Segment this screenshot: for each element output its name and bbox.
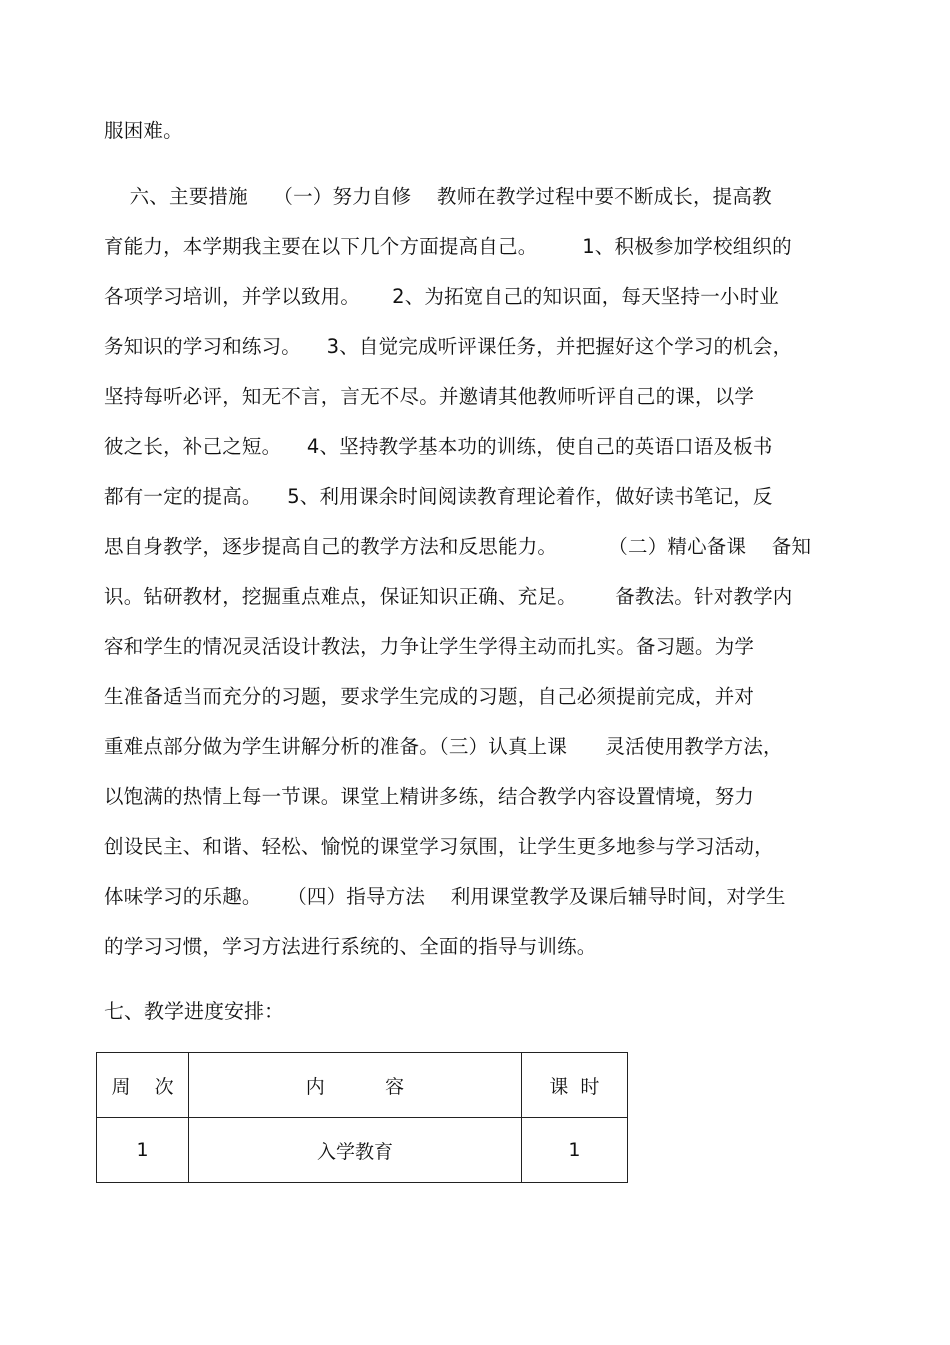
paragraph-line: 生准备适当而充分的习题，要求学生完成的习题，自己必须提前完成，并对 — [104, 685, 755, 708]
paragraph-line: 容和学生的情况灵活设计教法，力争让学生学得主动而扎实。备习题。为学 — [104, 635, 755, 658]
paragraph-line: 都有一定的提高。 5、利用课余时间阅读教育理论着作，做好读书笔记，反 — [104, 485, 773, 508]
paragraph-line: 的学习习惯，学习方法进行系统的、全面的指导与训练。 — [104, 935, 597, 958]
paragraph-line: 坚持每听必评，知无不言，言无不尽。并邀请其他教师听评自己的课，以学 — [104, 385, 755, 408]
paragraph-line: 务知识的学习和练习。 3、自觉完成听评课任务，并把握好这个学习的机会， — [104, 335, 793, 358]
paragraph-line: 各项学习培训，并学以致用。 2、为拓宽自己的知识面，每天坚持一小时业 — [104, 285, 779, 308]
paragraph-line: 思自身教学，逐步提高自己的教学方法和反思能力。 （二）精心备课 备知 — [104, 535, 812, 558]
paragraph-line: 重难点部分做为学生讲解分析的准备。（三）认真上课 灵活使用教学方法， — [104, 735, 783, 758]
cell-week: 1 — [97, 1118, 189, 1183]
paragraph-line: 彼之长，补己之短。 4、坚持教学基本功的训练，使自己的英语口语及板书 — [104, 435, 773, 458]
section-heading: 七、教学进度安排： — [104, 999, 284, 1023]
schedule-table — [96, 1052, 628, 1183]
paragraph-line: 育能力，本学期我主要在以下几个方面提高自己。 1、积极参加学校组织的 — [104, 235, 792, 258]
paragraph-line: 识。钻研教材，挖掘重点难点，保证知识正确、充足。 备教法。针对教学内 — [104, 585, 793, 608]
cell-content: 入学教育 — [189, 1118, 522, 1183]
paragraph-line: 六、主要措施 （一）努力自修 教师在教学过程中要不断成长，提高教 — [104, 185, 772, 208]
header-content: 内 容 — [189, 1053, 522, 1118]
paragraph-line: 创设民主、和谐、轻松、愉悦的课堂学习氛围，让学生更多地参与学习活动， — [104, 835, 774, 858]
header-week: 周 次 — [97, 1053, 189, 1118]
table-row — [97, 1118, 628, 1183]
paragraph-line: 体味学习的乐趣。 （四）指导方法 利用课堂教学及课后辅导时间，对学生 — [104, 885, 786, 908]
cell-hours: 1 — [521, 1118, 627, 1183]
paragraph-line: 以饱满的热情上每一节课。课堂上精讲多练，结合教学内容设置情境，努力 — [104, 785, 755, 808]
paragraph-line: 服困难。 — [104, 119, 183, 142]
header-hours: 课 时 — [521, 1053, 627, 1118]
table-header-row — [97, 1053, 628, 1118]
